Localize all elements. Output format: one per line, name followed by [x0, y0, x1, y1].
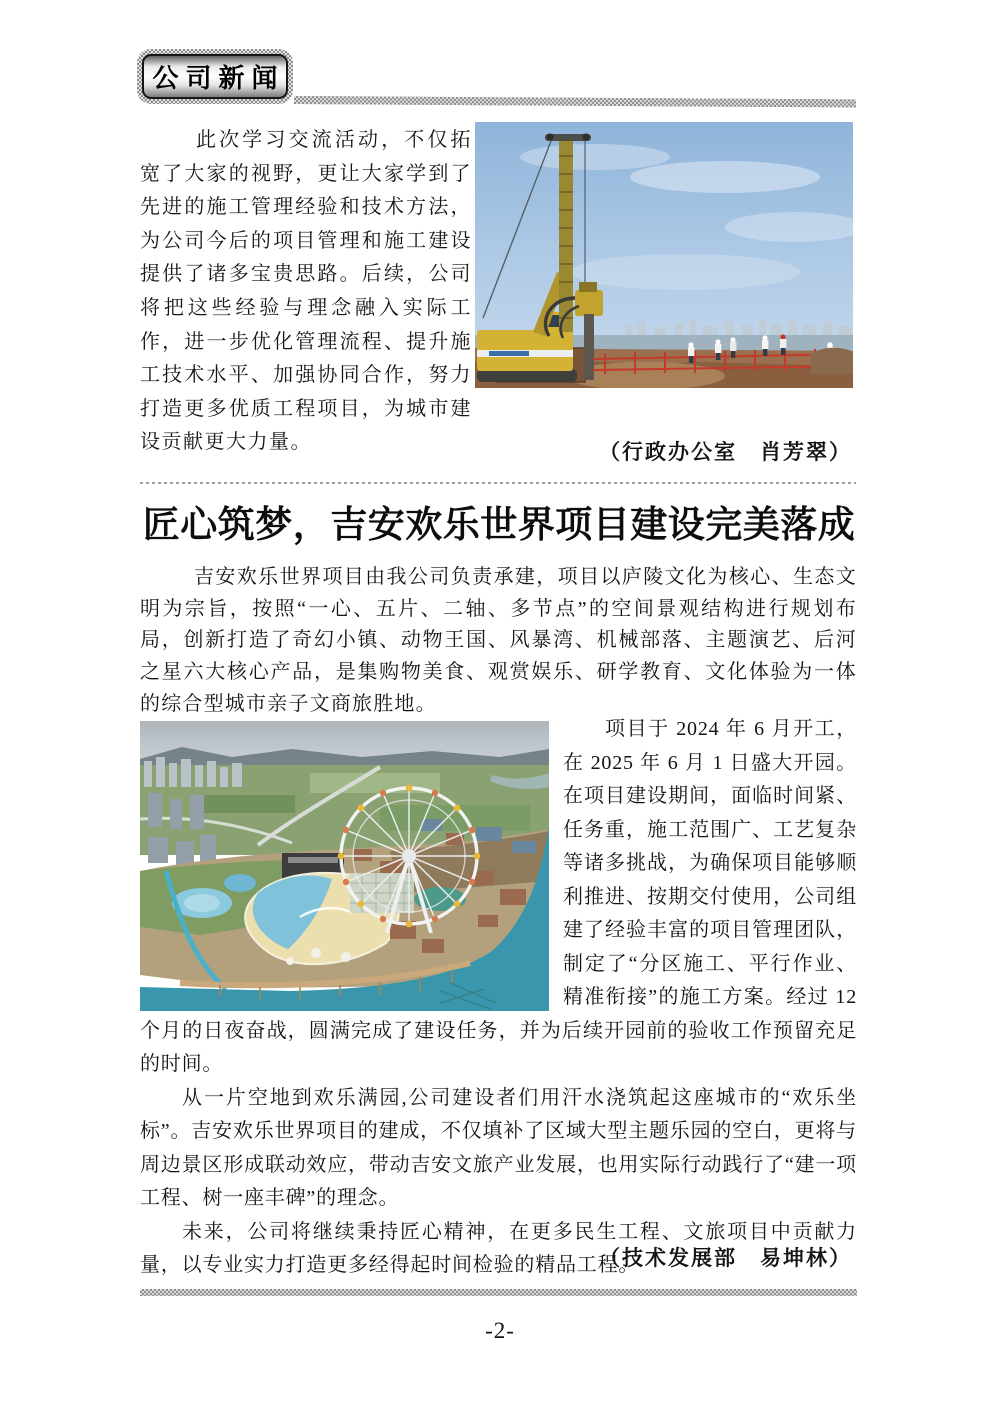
footer-rule: [140, 1289, 857, 1296]
article1-byline: （行政办公室 肖芳翠）: [599, 440, 852, 464]
page-number: -2-: [485, 1318, 515, 1343]
article2-title: 匠心筑梦，吉安欢乐世界项目建设完美落成: [142, 505, 856, 546]
article2-para4: 未来，公司将继续秉持匠心精神，在更多民生工程、文旅项目中贡献力量，以专业实力打造更多经得起时间检验的精品工程。: [140, 1220, 857, 1276]
article2-para2: 项目于 2024 年 6 月开工，在 2025 年 6 月 1 日盛大开园。在项目建设期间，面临时间紧、任务重，施工范围广、工艺复杂等诸多挑战，为确保项目能够顺利推进、按期交付使用，公司组建了经验丰富的项目管理团队，制定了“分区施工、平行作业、精准衔接”的施工方案。经过 12 个月的日夜奋战，圆满完成了建设任务，并为后续开园前的验收工作预留充足的时间。: [140, 718, 857, 1075]
park-aerial-photo: [140, 721, 549, 1011]
article2-para1: 吉安欢乐世界项目由我公司负责承建，项目以庐陵文化为核心、生态文明为宗旨，按照“一心、五片、二轴、多节点”的空间景观结构进行规划布局，创新打造了奇幻小镇、动物王国、风暴湾、机械部落、主题演艺、后河之星六大核心产品，是集购物美食、观赏娱乐、研学教育、文化体验为一体的综合型城市亲子文商旅胜地。: [140, 566, 857, 715]
header-rule: [294, 96, 856, 107]
article1-body: 此次学习交流活动，不仅拓宽了大家的视野，更让大家学到了先进的施工管理经验和技术方法，为公司今后的项目管理和施工建设提供了诸多宝贵思路。后续，公司将把这些经验与理念融入实际工作，进一步优化管理流程、提升施工技术水平、加强协同合作，努力打造更多优质工程项目，为城市建设贡献更大力量。: [140, 129, 472, 454]
article2-byline: （技术发展部 易坤林）: [599, 1246, 852, 1270]
construction-site-photo: [475, 122, 853, 388]
article-separator: [140, 482, 856, 484]
article2-para3: 从一片空地到欢乐满园,公司建设者们用汗水浇筑起这座城市的“欢乐坐标”。吉安欢乐世界项目的建成，不仅填补了区域大型主题乐园的空白，更将与周边景区形成联动效应，带动吉安文旅产业发展，也用实际行动践行了“建一项工程、树一座丰碑”的理念。: [140, 1086, 857, 1209]
section-badge-label: 公司新闻: [142, 54, 288, 99]
section-badge: [137, 49, 293, 104]
article2-photo-text-section: [140, 713, 857, 1283]
